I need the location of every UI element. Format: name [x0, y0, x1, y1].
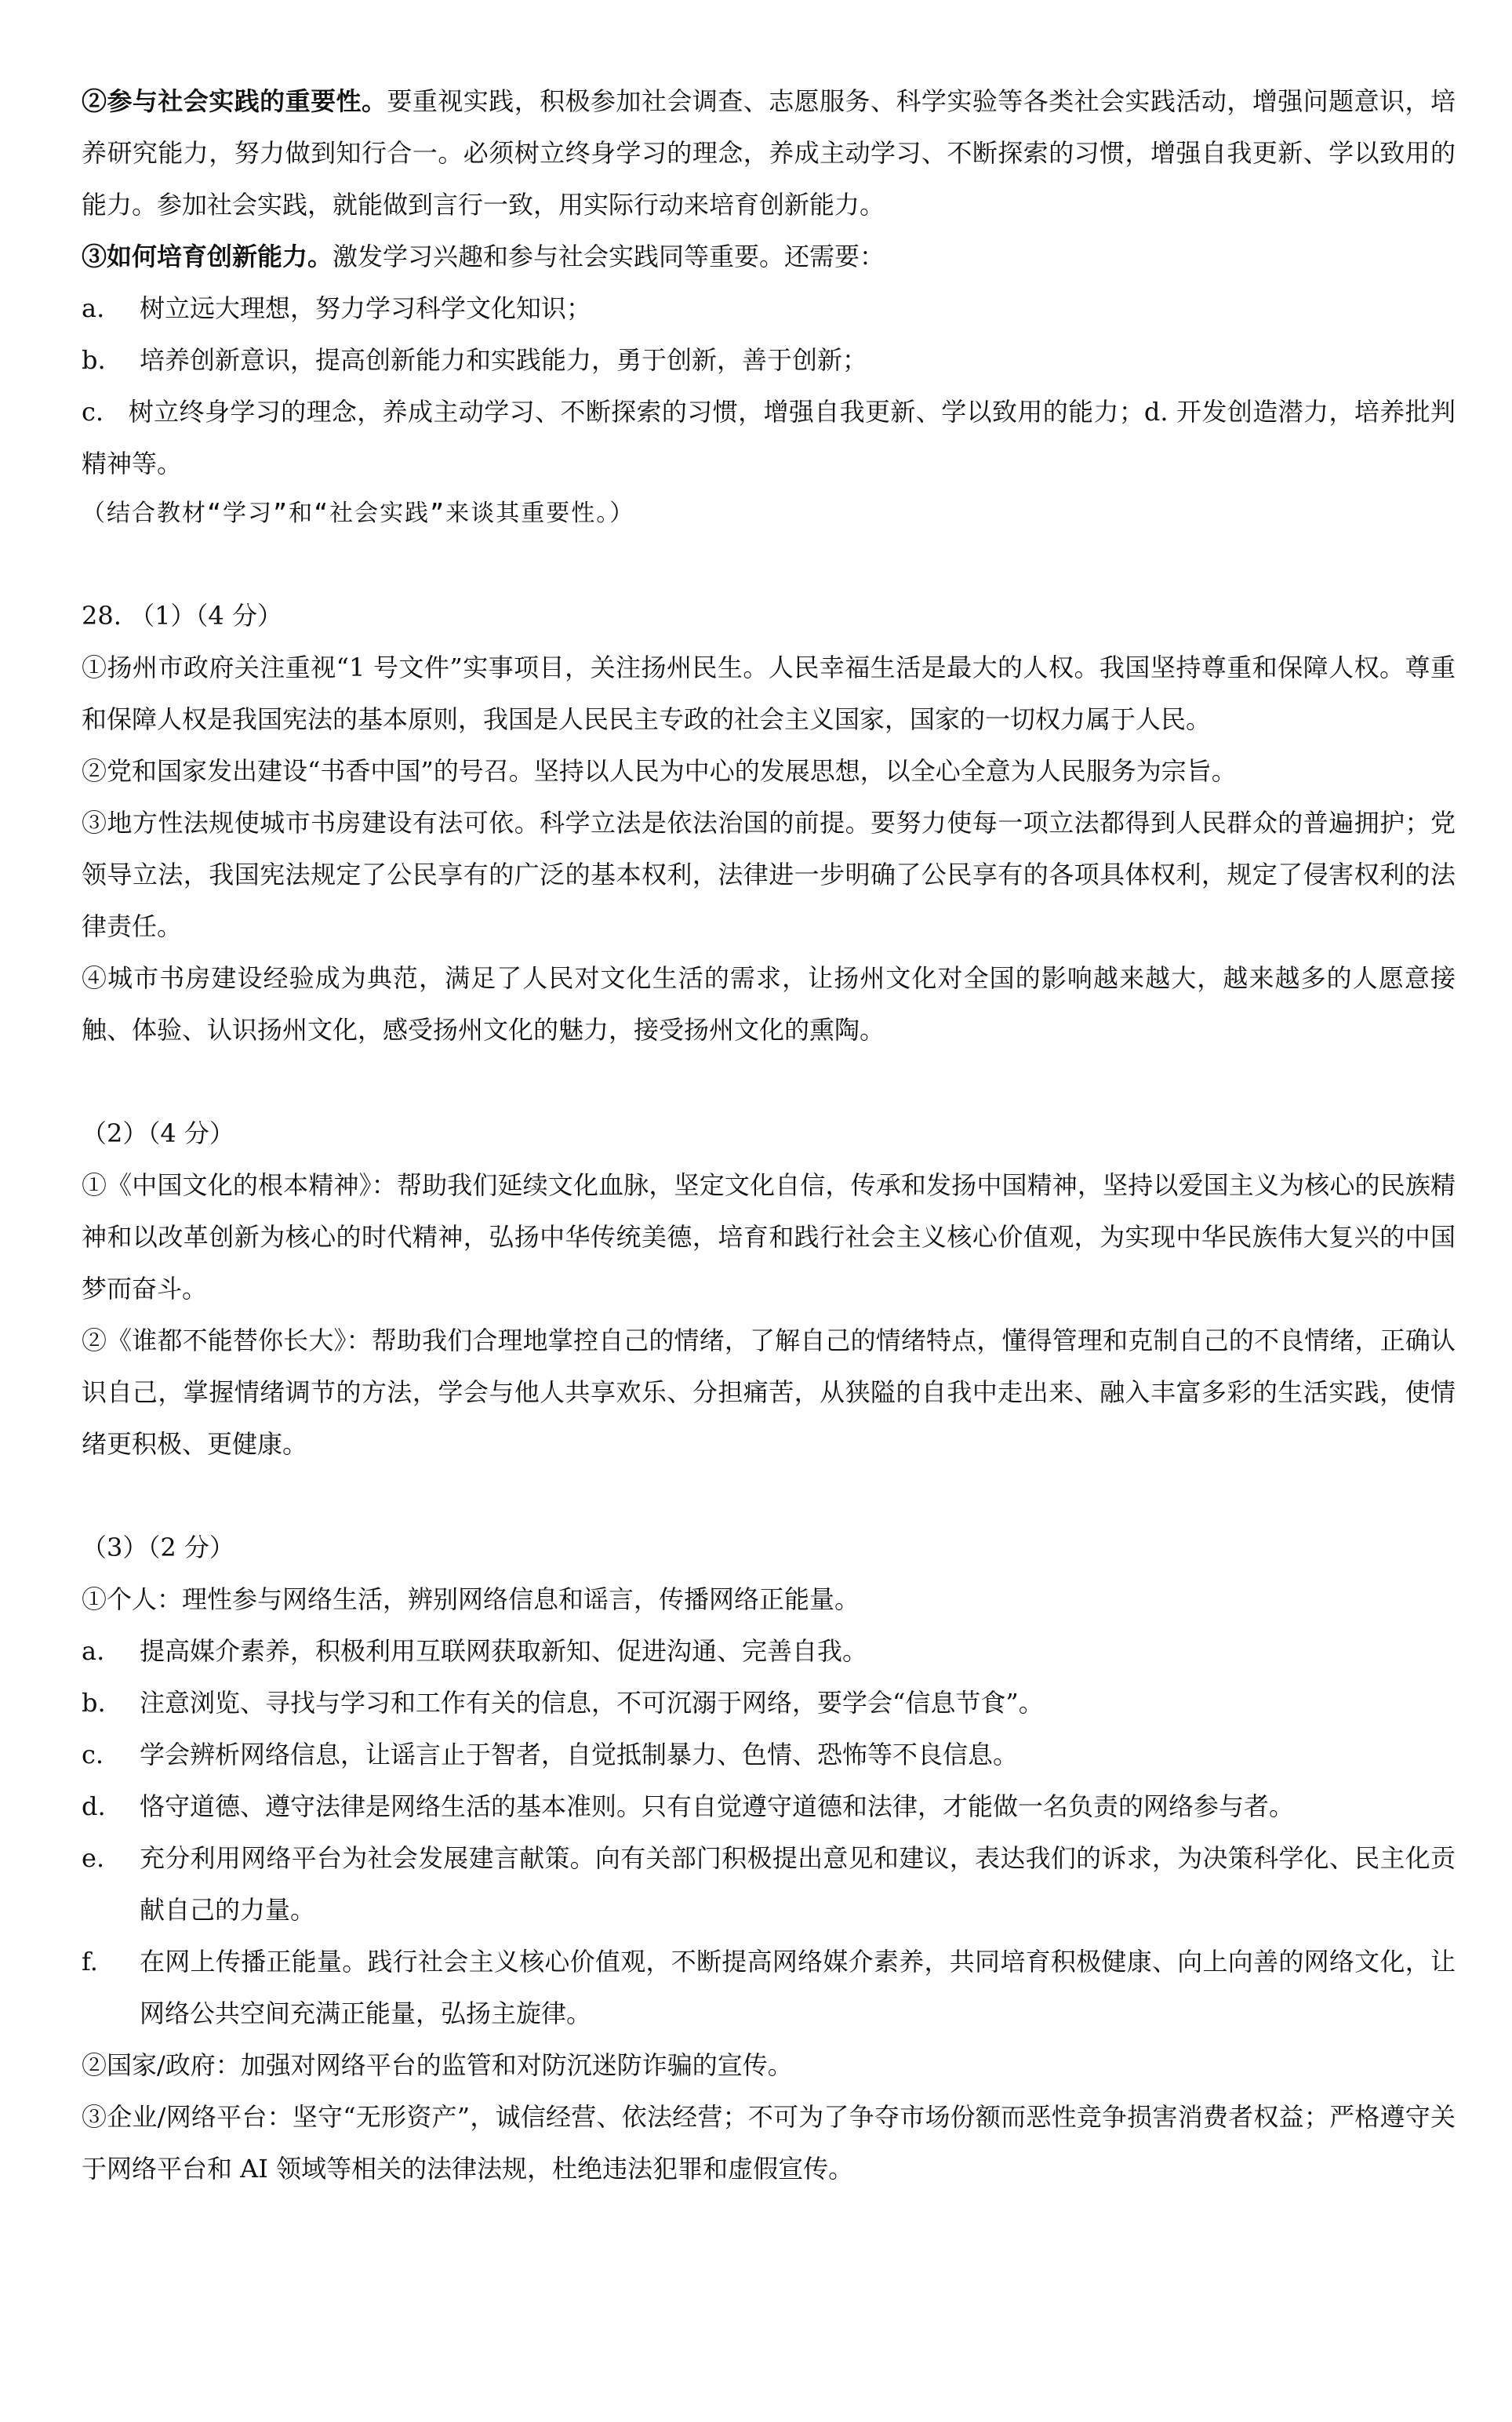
list-item-label: d. — [82, 1791, 106, 1821]
paragraph-cultivate-innovation — [82, 231, 1456, 282]
list-item-label: f. — [82, 1947, 98, 1977]
list-item — [82, 334, 1456, 386]
paragraph-practice-importance — [82, 75, 1456, 231]
answer-point: ①个人：理性参与网络生活，辨别网络信息和谣言，传播网络正能量。 — [82, 1584, 860, 1614]
list-item-text: 树立远大理想，努力学习科学文化知识； — [140, 293, 592, 323]
list-item — [82, 1832, 1456, 1936]
paragraph-body: 要重视实践，积极参加社会调查、志愿服务、科学实验等各类社会实践活动，增强问题意识，培养研究能力，努力做到知行合一。必须树立终身学习的理念，养成主动学习、不断探索的习惯，增强自我更新、学以致用的能力。参加社会实践，就能做到言行一致，用实际行动来培育创新能力。 — [82, 86, 1456, 220]
answer-point: ④城市书房建设经验成为典范，满足了人民对文化生活的需求，让扬州文化对全国的影响越来越大，越来越多的人愿意接触、体验、认识扬州文化，感受扬州文化的魅力，接受扬州文化的熏陶。 — [82, 963, 1456, 1045]
list-item — [82, 1625, 1456, 1677]
list-item-label: c. — [82, 1740, 104, 1769]
list-item-text: 注意浏览、寻找与学习和工作有关的信息，不可沉溺于网络，要学会“信息节食”。 — [140, 1688, 1044, 1718]
list-item — [82, 386, 1456, 489]
question-28-part-2 — [82, 1107, 1456, 1470]
note: （结合教材“学习”和“社会实践”来谈其重要性。） — [82, 500, 635, 527]
answer-point: ②《谁都不能替你长大》：帮助我们合理地掌控自己的情绪，了解自己的情绪特点，懂得管理和克制自己的不良情绪，正确认识自己，掌握情绪调节的方法，学会与他人共享欢乐、分担痛苦，从狭隘的自我中走出来、融入丰富多彩的生活实践，使情绪更积极、更健康。 — [82, 1326, 1456, 1459]
list-item-text: 树立终身学习的理念，养成主动学习、不断探索的习惯，增强自我更新、学以致用的能力；d. 开发创造潜力，培养批判精神等。 — [82, 397, 1456, 478]
answer-page — [82, 75, 1456, 2195]
list-item-text: 在网上传播正能量。践行社会主义核心价值观，不断提高网络媒介素养，共同培育积极健康、向上向善的网络文化，让网络公共空间充满正能量，弘扬主旋律。 — [140, 1947, 1456, 2028]
list-item — [82, 1780, 1456, 1832]
list-item — [82, 1729, 1456, 1780]
list-item-text: 学会辨析网络信息，让谣言止于智者，自觉抵制暴力、色情、恐怖等不良信息。 — [140, 1740, 1019, 1769]
answer-point: ①扬州市政府关注重视“1 号文件”实事项目，关注扬州民生。人民幸福生活是最大的人权。我国坚持尊重和保障人权。尊重和保障人权是我国宪法的基本原则，我国是人民民主专政的社会主义国家，国家的一切权力属于人民。 — [82, 653, 1456, 734]
list-item — [82, 282, 1456, 334]
answer-point: ③地方性法规使城市书房建设有法可依。科学立法是依法治国的前提。要努力使每一项立法都得到人民群众的普遍拥护；党领导立法，我国宪法规定了公民享有的广泛的基本权利，法律进一步明确了公民享有的各项具体权利，规定了侵害权利的法律责任。 — [82, 808, 1456, 941]
answer-point: ②国家/政府：加强对网络平台的监管和对防沉迷防诈骗的宣传。 — [82, 2050, 793, 2080]
list-item — [82, 1936, 1456, 2039]
list-item-text: 提高媒介素养，积极利用互联网获取新知、促进沟通、完善自我。 — [140, 1636, 868, 1666]
question-heading: （2）（4 分） — [82, 1118, 234, 1148]
question-heading: （3）（2 分） — [82, 1533, 234, 1562]
question-28-part-3 — [82, 1522, 1456, 2195]
question-28-part-1 — [82, 590, 1456, 1056]
paragraph-heading: ③如何培育创新能力。 — [82, 242, 333, 271]
question-heading: 28. （1）（4 分） — [82, 601, 282, 631]
list-item-label: e. — [82, 1843, 105, 1873]
answer-point: ②党和国家发出建设“书香中国”的号召。坚持以人民为中心的发展思想，以全心全意为人民服务为宗旨。 — [82, 756, 1237, 786]
answer-point: ①《中国文化的根本精神》：帮助我们延续文化血脉，坚定文化自信，传承和发扬中国精神，坚持以爱国主义为核心的民族精神和以改革创新为核心的时代精神，弘扬中华传统美德，培育和践行社会主义核心价值观，为实现中华民族伟大复兴的中国梦而奋斗。 — [82, 1170, 1456, 1304]
list-item-label: a. — [82, 293, 105, 323]
paragraph-heading: ②参与社会实践的重要性。 — [82, 86, 387, 116]
answer-point: ③企业/网络平台：坚守“无形资产”，诚信经营、依法经营；不可为了争夺市场份额而恶性竞争损害消费者权益；严格遵守关于网络平台和 AI 领域等相关的法律法规，杜绝违法犯罪和虚假宣传。 — [82, 2102, 1456, 2184]
list-item-label: b. — [82, 345, 106, 375]
list-item — [82, 1677, 1456, 1729]
list-item-text: 充分利用网络平台为社会发展建言献策。向有关部门积极提出意见和建议，表达我们的诉求，为决策科学化、民主化贡献自己的力量。 — [140, 1843, 1456, 1925]
list-item-label: c. — [82, 397, 104, 427]
list-item-text: 恪守道德、遵守法律是网络生活的基本准则。只有自觉遵守道德和法律，才能做一名负责的网络参与者。 — [140, 1791, 1295, 1821]
paragraph-body: 激发学习兴趣和参与社会实践同等重要。还需要： — [333, 242, 885, 271]
section-27-continued — [82, 75, 1456, 538]
list-item-label: a. — [82, 1636, 105, 1666]
list-item-label: b. — [82, 1688, 106, 1718]
list-item-text: 培养创新意识，提高创新能力和实践能力，勇于创新，善于创新； — [140, 345, 868, 375]
